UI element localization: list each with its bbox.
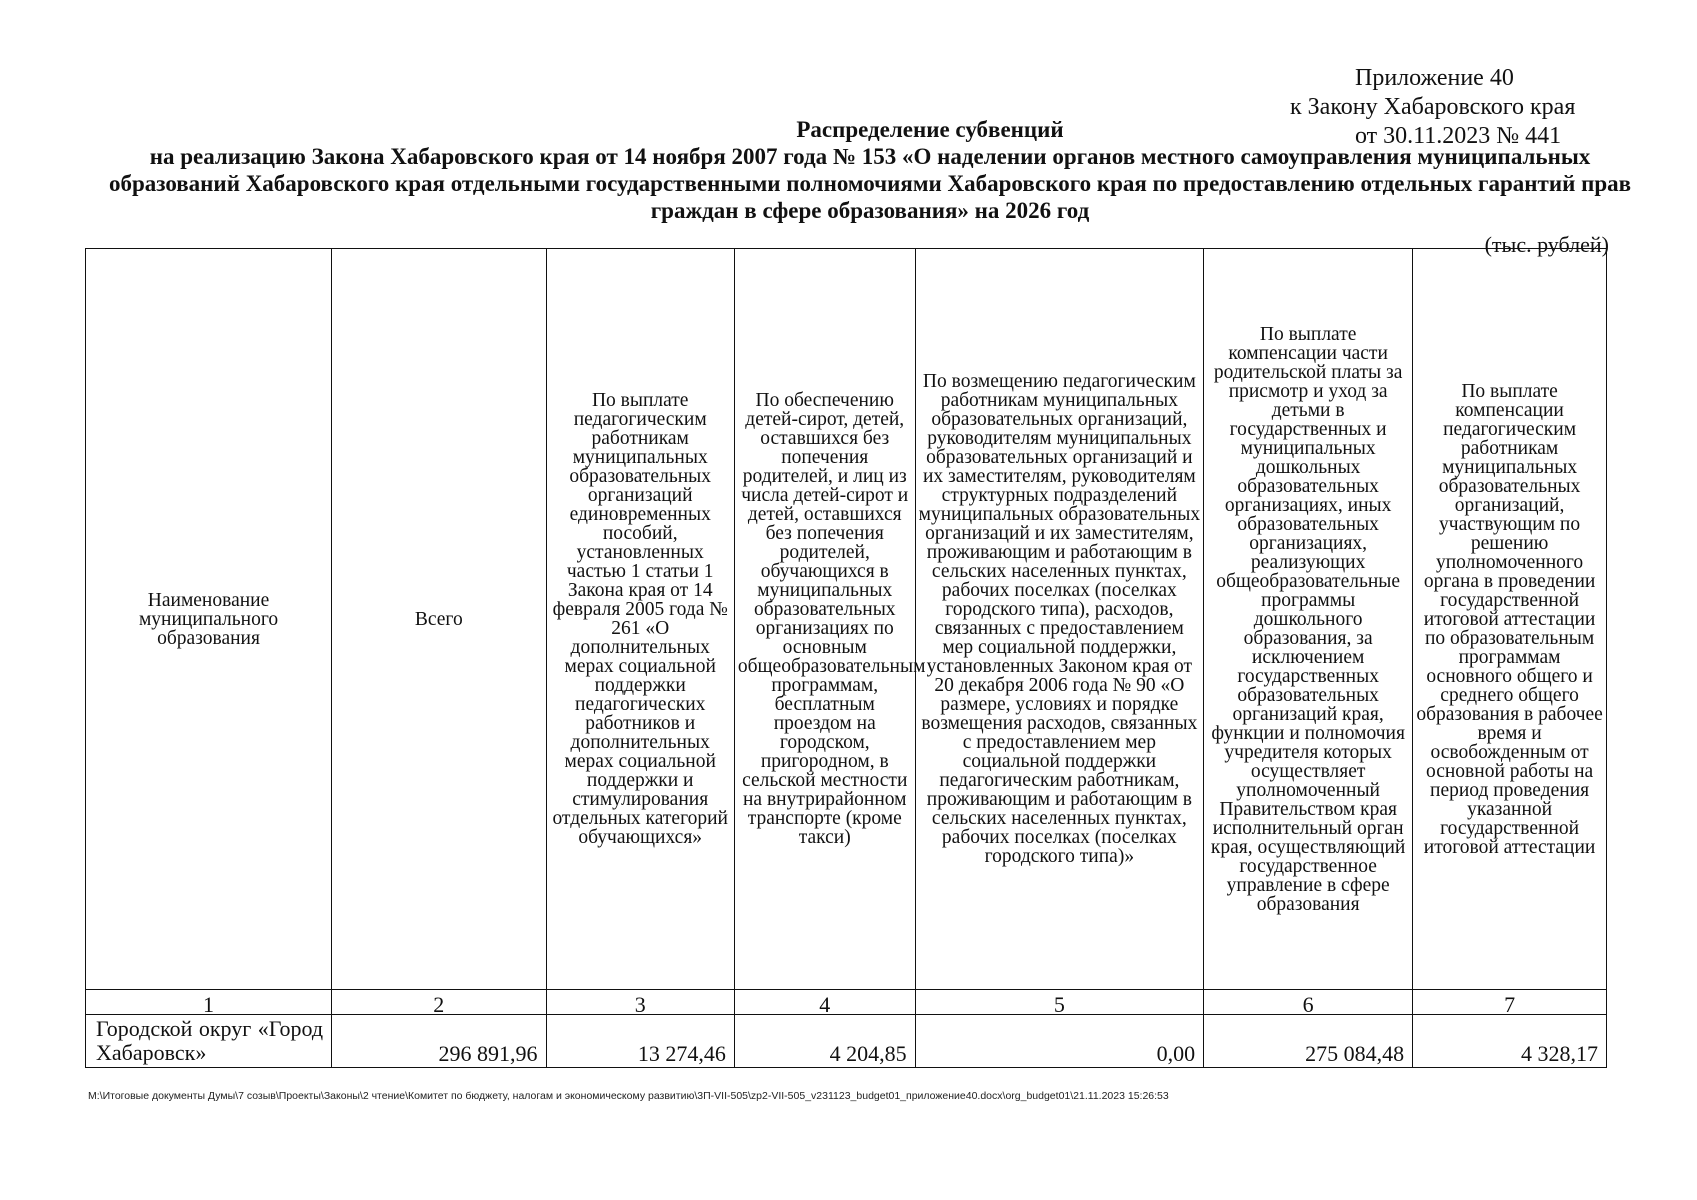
title-line2: на реализацию Закона Хабаровского края от 14 ноября 2007 года № 153 «О наделении органов местного самоуправления муниципальных образований Хабаровского края отдельными государственными полномочиями Хабаровского края по предоставлению отдельных гарантий прав граждан в сфере образования» на 2026 год [108, 144, 1632, 223]
row-col5: 0,00 [915, 1015, 1204, 1068]
row-col6: 275 084,48 [1204, 1015, 1413, 1068]
column-number: 3 [546, 990, 734, 1015]
header-name: Наименование муниципального образования [86, 249, 332, 990]
column-number-row [86, 990, 1607, 1015]
column-number: 7 [1413, 990, 1607, 1015]
header-col3: По выплате педагогическим работникам муниципальных образовательных организаций единовременных пособий, установленных частью 1 статьи 1 Закона края от 14 февраля 2005 года № 261 «О дополнительных мерах социальной поддержки педагогических работников и дополнительных мерах социальной поддержки и стимулирования отдельных категорий обучающихся» [546, 249, 734, 990]
annex-number: Приложение 40 [1355, 65, 1514, 91]
header-col4: По обеспечению детей-сирот, детей, оставшихся без попечения родителей, и лиц из числа детей-сирот и детей, оставшихся без попечения родителей, обучающихся в муниципальных образовательных организациях по основным общеобразовательным программам, бесплатным проездом на городском, пригородном, в сельской местности на внутрирайонном транспорте (кроме такси) [734, 249, 915, 990]
header-col5: По возмещению педагогическим работникам муниципальных образовательных организаций, руководителям муниципальных образовательных организаций и их заместителям, руководителям структурных подразделений муниципальных образовательных организаций и их заместителям, проживающим и работающим в сельских населенных пунктах, рабочих поселках (поселках городского типа), расходов, связанных с предоставлением мер социальной поддержки, установленных Законом края от 20 декабря 2006 года № 90 «О размере, условиях и порядке возмещения расходов, связанных с предоставлением мер социальной поддержки педагогическим работникам, проживающим и работающим в сельских населенных пунктах, рабочих поселках (поселках городского типа)» [915, 249, 1204, 990]
column-number: 4 [734, 990, 915, 1015]
table-row [86, 1015, 1607, 1068]
units-label: (тыс. рублей) [1484, 232, 1609, 257]
row-col3: 13 274,46 [546, 1015, 734, 1068]
row-col7: 4 328,17 [1413, 1015, 1607, 1068]
header-col6: По выплате компенсации части родительской платы за присмотр и уход за детьми в государственных и муниципальных дошкольных образовательных организациях, иных образовательных организациях, реализующих общеобразовательные программы дошкольного образования, за исключением государственных образовательных организаций края, функции и полномочия учредителя которых осуществляет уполномоченный Правительством края исполнительный орган края, осуществляющий государственное управление в сфере образования [1204, 249, 1413, 990]
column-number: 1 [86, 990, 332, 1015]
row-col4: 4 204,85 [734, 1015, 915, 1068]
subvention-table [85, 248, 1607, 1068]
row-name: Городской округ «Город Хабаровск» [86, 1015, 332, 1068]
annex-law: к Закону Хабаровского края [1290, 94, 1576, 120]
header-total: Всего [332, 249, 546, 990]
column-number: 5 [915, 990, 1204, 1015]
title-line1: Распределение субвенций [796, 117, 1064, 142]
column-number: 2 [332, 990, 546, 1015]
file-path-footer: M:\Итоговые документы Думы\7 созыв\Проекты\Законы\2 чтение\Комитет по бюджету, налогам и экономическому развитию\3П-VII-505\zp2-VII-505_v231123_budget01_приложение40.docx\org_budget01\21.11.2023 15:26:53 [88, 1090, 1169, 1102]
header-col7: По выплате компенсации педагогическим работникам муниципальных образовательных организаций, участвующим по решению уполномоченного органа в проведении государственной итоговой аттестации по образовательным программам основного общего и среднего общего образования в рабочее время и освобожденным от основной работы на период проведения указанной государственной итоговой аттестации [1413, 249, 1607, 990]
table-header-row [86, 249, 1607, 990]
annex-date: от 30.11.2023 № 441 [1355, 123, 1562, 149]
row-total: 296 891,96 [332, 1015, 546, 1068]
document-title [100, 116, 1640, 224]
column-number: 6 [1204, 990, 1413, 1015]
